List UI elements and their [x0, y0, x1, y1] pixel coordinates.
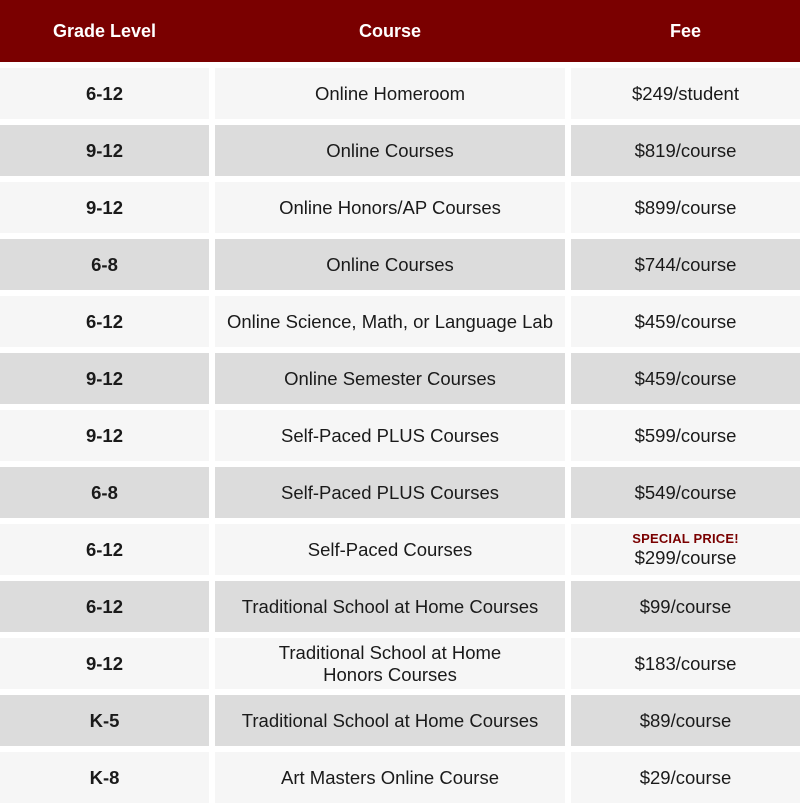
header-course: Course — [215, 0, 565, 62]
cell-grade-level: 9-12 — [0, 410, 209, 461]
course-name-line: Online Courses — [326, 139, 454, 161]
course-name-line: Self-Paced Courses — [307, 538, 473, 560]
cell-course — [215, 353, 565, 404]
course-name-line: Online Science, Math, or Language Lab — [226, 310, 554, 332]
cell-grade-level: K-8 — [0, 752, 209, 803]
fee-value: $299/course — [634, 546, 737, 568]
fee-value: $99/course — [639, 595, 732, 617]
fee-value: $29/course — [639, 766, 732, 788]
header-fee: Fee — [571, 0, 800, 62]
table-row — [0, 239, 800, 290]
cell-grade-level: 6-8 — [0, 467, 209, 518]
cell-fee — [571, 524, 800, 575]
course-name-line: Self-Paced PLUS Courses — [281, 481, 499, 503]
course-name-line: Honors Courses — [323, 663, 457, 685]
fee-value: $744/course — [634, 253, 737, 275]
cell-grade-level: K-5 — [0, 695, 209, 746]
cell-grade-level: 6-12 — [0, 296, 209, 347]
cell-fee — [571, 68, 800, 119]
course-name-line: Art Masters Online Course — [281, 766, 499, 788]
cell-course — [215, 752, 565, 803]
table-row — [0, 467, 800, 518]
course-name-line: Online Courses — [326, 253, 454, 275]
cell-course — [215, 524, 565, 575]
table-row — [0, 410, 800, 461]
cell-course — [215, 68, 565, 119]
cell-course — [215, 125, 565, 176]
table-row — [0, 752, 800, 803]
fee-value: $183/course — [634, 652, 737, 674]
fee-value: $89/course — [639, 709, 732, 731]
fee-value: $549/course — [634, 481, 737, 503]
table-row — [0, 353, 800, 404]
cell-fee — [571, 182, 800, 233]
table-header-row — [0, 0, 800, 62]
cell-course — [215, 182, 565, 233]
fee-value: $599/course — [634, 424, 737, 446]
cell-course — [215, 239, 565, 290]
cell-fee — [571, 467, 800, 518]
table-row — [0, 68, 800, 119]
cell-course — [215, 296, 565, 347]
cell-grade-level: 9-12 — [0, 353, 209, 404]
cell-grade-level: 9-12 — [0, 638, 209, 689]
fee-value: $459/course — [634, 367, 737, 389]
cell-grade-level: 6-12 — [0, 68, 209, 119]
course-name-line: Online Semester Courses — [284, 367, 496, 389]
cell-course — [215, 638, 565, 689]
course-name-line: Traditional School at Home Courses — [241, 595, 539, 617]
table-row — [0, 182, 800, 233]
table-row — [0, 581, 800, 632]
cell-grade-level: 6-12 — [0, 524, 209, 575]
header-grade-level: Grade Level — [0, 0, 209, 62]
cell-fee — [571, 296, 800, 347]
table-row — [0, 638, 800, 689]
cell-course — [215, 695, 565, 746]
table-row — [0, 296, 800, 347]
course-name-line: Online Honors/AP Courses — [279, 196, 501, 218]
course-name-line: Traditional School at Home Courses — [241, 709, 539, 731]
fee-value: $249/student — [632, 82, 739, 104]
cell-course — [215, 581, 565, 632]
table-row — [0, 125, 800, 176]
fee-value: $819/course — [634, 139, 737, 161]
special-price-badge: SPECIAL PRICE! — [632, 530, 739, 546]
cell-fee — [571, 353, 800, 404]
cell-grade-level: 6-12 — [0, 581, 209, 632]
cell-grade-level: 6-8 — [0, 239, 209, 290]
table-row — [0, 524, 800, 575]
cell-grade-level: 9-12 — [0, 125, 209, 176]
cell-course — [215, 467, 565, 518]
fee-value: $899/course — [634, 196, 737, 218]
course-name-line: Self-Paced PLUS Courses — [281, 424, 499, 446]
cell-course — [215, 410, 565, 461]
cell-fee — [571, 638, 800, 689]
table-row — [0, 695, 800, 746]
cell-grade-level: 9-12 — [0, 182, 209, 233]
cell-fee — [571, 239, 800, 290]
cell-fee — [571, 410, 800, 461]
cell-fee — [571, 581, 800, 632]
cell-fee — [571, 752, 800, 803]
cell-fee — [571, 695, 800, 746]
course-name-line: Traditional School at Home — [278, 641, 502, 663]
fee-value: $459/course — [634, 310, 737, 332]
cell-fee — [571, 125, 800, 176]
course-name-line: Online Homeroom — [314, 82, 466, 104]
